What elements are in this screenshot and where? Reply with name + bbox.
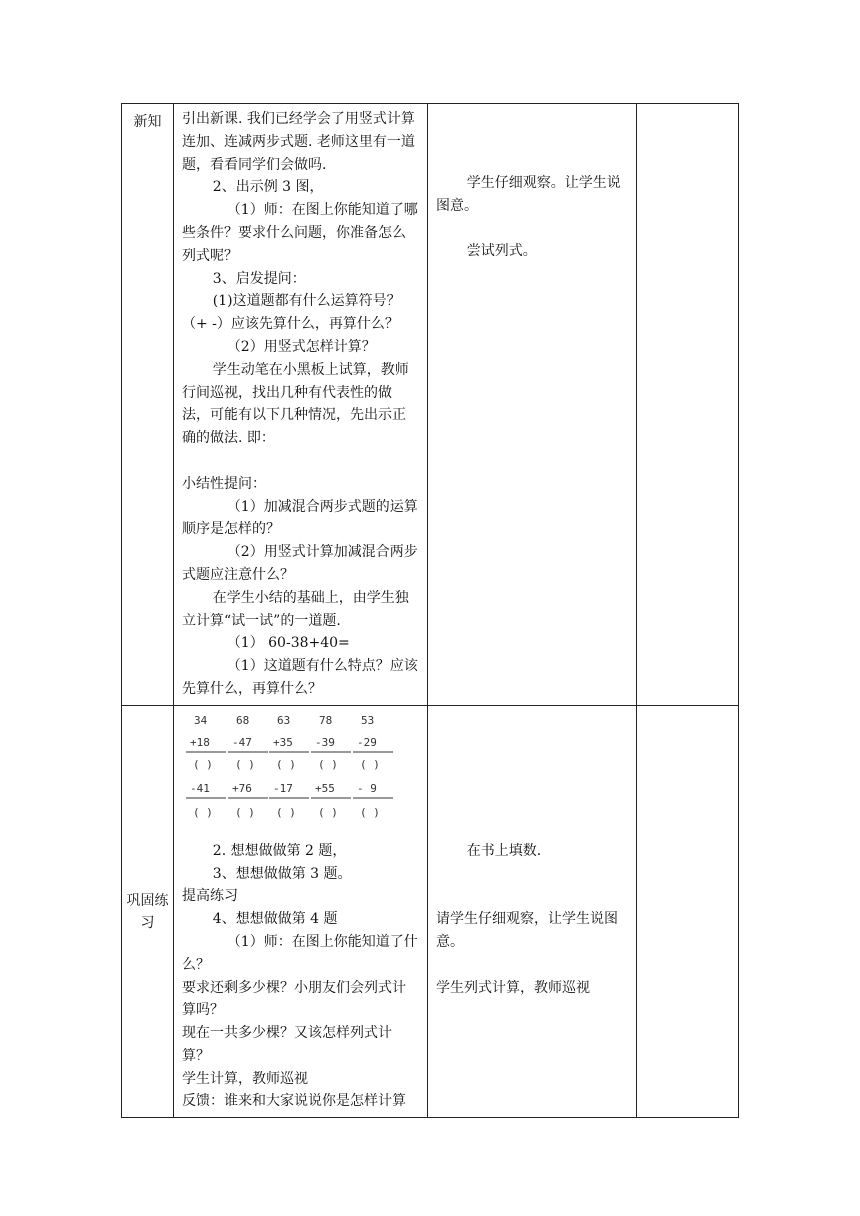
exercise-answer-blank: ( ) <box>360 805 380 819</box>
blank-line <box>436 885 630 908</box>
exercise-number: 53 <box>361 713 375 727</box>
content-paragraph: 2. 想想做做第 2 题， <box>212 842 347 859</box>
exercise-operand: +76 <box>232 781 252 795</box>
exercise-operand: -47 <box>232 735 252 749</box>
exercise-number: 78 <box>319 713 333 727</box>
content-paragraph: 提高练习 <box>182 888 238 905</box>
content-paragraph: 3、想想做做第 3 题。 <box>212 865 352 882</box>
row-label: 新知 <box>122 104 174 706</box>
exercise-answer-blank: ( ) <box>193 805 213 819</box>
vertical-arithmetic-exercises <box>174 712 427 840</box>
exercise-answer-blank: ( ) <box>318 757 338 771</box>
exercise-operand: +18 <box>190 735 210 749</box>
activity-paragraph: 学生列式计算，教师巡视 <box>436 979 590 996</box>
content-paragraph: 反馈：谁来和大家说说你是怎样计算 <box>182 1093 406 1110</box>
content-paragraph: （1）加减混合两步式题的运算顺序是怎样的？ <box>182 498 418 538</box>
exercise-operand: -29 <box>357 735 377 749</box>
content-paragraph: （1）师：在图上你能知道了哪些条件？要求什么问题，你准备怎么列式呢？ <box>182 202 418 264</box>
blank-line <box>182 450 419 473</box>
content-paragraph: 现在一共多少棵？又该怎样列式计算？ <box>182 1025 392 1064</box>
teaching-content <box>174 705 428 1118</box>
row-label: 巩固练习 <box>122 705 174 1118</box>
exercise-operand: -39 <box>315 735 335 749</box>
exercise-answer-blank: ( ) <box>276 757 296 771</box>
exercise-answer-blank: ( ) <box>193 757 213 771</box>
exercise-answer-blank: ( ) <box>235 757 255 771</box>
notes-cell <box>637 104 739 706</box>
blank-line <box>436 218 628 241</box>
exercise-answer-blank: ( ) <box>318 805 338 819</box>
blank-line <box>436 863 630 886</box>
exercise-operand: - 9 <box>357 781 377 795</box>
lesson-plan-table <box>121 103 739 1118</box>
teaching-content <box>174 104 428 706</box>
content-paragraph: （1）这道题有什么特点？应该先算什么，再算什么？ <box>182 658 418 697</box>
content-paragraph: （1） 60-38+40= <box>226 635 350 652</box>
notes-cell <box>637 705 739 1118</box>
content-paragraph: 小结性提问： <box>182 475 266 492</box>
content-paragraph: 引出新课. 我们已经学会了用竖式计算连加、连减两步式题. 老师这里有一道题，看看同学们会做吗. <box>182 111 415 173</box>
exercise-figure <box>174 712 428 840</box>
content-paragraph: 学生动笔在小黑板上试算，教师行间巡视，找出几种有代表性的做法，可能有以下几种情况，先出示正确的做法. 即： <box>182 361 409 447</box>
content-paragraph: 在学生小结的基础上，由学生独立计算“试一试”的一道题. <box>182 589 409 629</box>
content-paragraph: 学生计算，教师巡视 <box>182 1070 308 1087</box>
activity-paragraph: 尝试列式。 <box>466 243 537 260</box>
exercise-number: 34 <box>194 713 208 727</box>
content-paragraph: 4、想想做做第 4 题 <box>212 911 338 928</box>
content-paragraph: (1)这道题都有什么运算符号？（+ -）应该先算什么，再算什么？ <box>182 293 401 333</box>
activity-paragraph: 请学生仔细观察，让学生说图意。 <box>436 911 618 950</box>
exercise-operand: -17 <box>273 781 293 795</box>
table-row <box>122 104 739 706</box>
exercise-number: 63 <box>277 713 291 727</box>
content-paragraph: 要求还剩多少棵？小朋友们会列式计算吗？ <box>182 979 406 1019</box>
student-activity <box>428 705 637 1118</box>
exercise-operand: +35 <box>273 735 293 749</box>
activity-paragraph: 学生仔细观察。让学生说图意。 <box>436 175 621 214</box>
exercise-operand: +55 <box>315 781 335 795</box>
content-paragraph: （2）用竖式怎样计算？ <box>226 338 376 355</box>
content-paragraph: 2、出示例 3 图， <box>212 179 324 196</box>
activity-paragraph: 在书上填数. <box>466 842 542 859</box>
exercise-operand: -41 <box>190 781 210 795</box>
table-row <box>122 705 739 1118</box>
content-paragraph: （2）用竖式计算加减混合两步式题应注意什么？ <box>182 544 418 583</box>
exercise-number: 68 <box>236 713 250 727</box>
content-paragraph: 3、启发提问： <box>212 270 306 287</box>
content-paragraph: （1）师：在图上你能知道了什么？ <box>182 933 418 973</box>
exercise-answer-blank: ( ) <box>360 757 380 771</box>
blank-line <box>436 954 630 977</box>
student-activity <box>428 104 637 706</box>
exercise-answer-blank: ( ) <box>235 805 255 819</box>
exercise-answer-blank: ( ) <box>276 805 296 819</box>
